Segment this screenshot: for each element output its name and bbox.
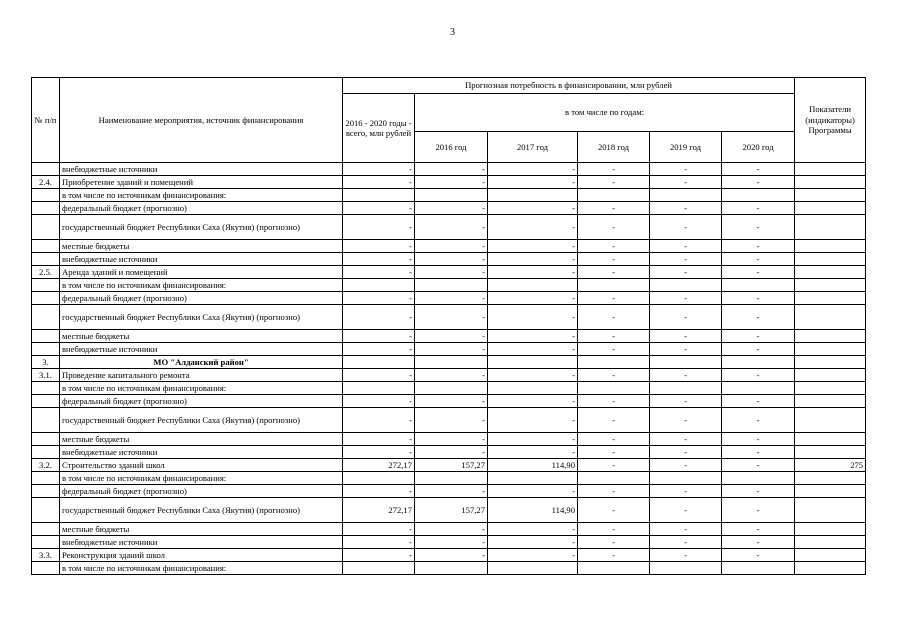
row-year-value: - — [650, 176, 722, 189]
row-year-value — [722, 382, 795, 395]
row-name: Проведение капитального ремонта — [60, 369, 343, 382]
row-year-value: - — [722, 395, 795, 408]
row-number — [32, 163, 60, 176]
table-row — [32, 253, 866, 266]
row-total: - — [343, 408, 415, 433]
row-name: государственный бюджет Республики Саха (Якутия) (прогнозно) — [60, 498, 343, 523]
row-year-value — [650, 562, 722, 575]
row-number — [32, 382, 60, 395]
row-indicator — [795, 395, 866, 408]
row-indicator — [795, 215, 866, 240]
row-name: федеральный бюджет (прогнозно) — [60, 292, 343, 305]
row-year-value: - — [722, 369, 795, 382]
header-year-2017: 2017 год — [488, 132, 578, 163]
row-number — [32, 279, 60, 292]
row-year-value: - — [722, 292, 795, 305]
row-indicator — [795, 382, 866, 395]
row-number — [32, 433, 60, 446]
row-name: государственный бюджет Республики Саха (Якутия) (прогнозно) — [60, 408, 343, 433]
header-total: 2016 - 2020 годы - всего, млн рублей — [343, 94, 415, 163]
row-year-value: - — [650, 485, 722, 498]
row-year-value — [578, 562, 650, 575]
row-name: государственный бюджет Республики Саха (Якутия) (прогнозно) — [60, 215, 343, 240]
row-number — [32, 562, 60, 575]
row-number — [32, 343, 60, 356]
row-year-value: - — [722, 549, 795, 562]
row-year-value: - — [722, 253, 795, 266]
row-number — [32, 240, 60, 253]
row-number — [32, 498, 60, 523]
row-total: - — [343, 433, 415, 446]
row-name: федеральный бюджет (прогнозно) — [60, 202, 343, 215]
table-row — [32, 369, 866, 382]
row-year-value: - — [415, 305, 488, 330]
row-year-value: - — [578, 446, 650, 459]
row-year-value: - — [578, 176, 650, 189]
row-name: Аренда зданий и помещений — [60, 266, 343, 279]
row-name: внебюджетные источники — [60, 253, 343, 266]
row-indicator — [795, 498, 866, 523]
row-year-value: - — [415, 549, 488, 562]
row-number — [32, 330, 60, 343]
row-year-value: - — [488, 343, 578, 356]
row-year-value: - — [722, 408, 795, 433]
row-year-value — [722, 562, 795, 575]
row-number: 3. — [32, 356, 60, 369]
table-row — [32, 549, 866, 562]
row-year-value — [488, 189, 578, 202]
row-indicator — [795, 189, 866, 202]
row-indicator — [795, 562, 866, 575]
row-year-value: - — [650, 330, 722, 343]
row-total: - — [343, 305, 415, 330]
row-year-value: - — [578, 369, 650, 382]
row-indicator — [795, 485, 866, 498]
row-indicator — [795, 356, 866, 369]
row-year-value — [415, 472, 488, 485]
row-indicator — [795, 343, 866, 356]
row-year-value: - — [650, 446, 722, 459]
row-number — [32, 189, 60, 202]
row-year-value: - — [650, 202, 722, 215]
row-year-value: - — [650, 536, 722, 549]
header-group: Прогнозная потребность в финансировании, млн рублей — [343, 78, 795, 94]
row-year-value: - — [650, 292, 722, 305]
row-year-value: - — [722, 240, 795, 253]
row-name: Строительство зданий школ — [60, 459, 343, 472]
row-year-value — [488, 279, 578, 292]
row-year-value: - — [578, 485, 650, 498]
row-year-value: - — [578, 433, 650, 446]
row-year-value: - — [578, 330, 650, 343]
row-year-value — [722, 472, 795, 485]
row-year-value: - — [415, 176, 488, 189]
row-year-value — [650, 472, 722, 485]
table-row — [32, 215, 866, 240]
row-year-value: - — [415, 536, 488, 549]
row-year-value: - — [578, 266, 650, 279]
row-year-value: - — [650, 523, 722, 536]
header-by-years: в том числе по годам: — [415, 94, 795, 132]
row-year-value: - — [722, 459, 795, 472]
row-year-value: - — [578, 498, 650, 523]
row-year-value: - — [488, 446, 578, 459]
row-number: 3.1. — [32, 369, 60, 382]
row-year-value: 114,90 — [488, 459, 578, 472]
row-year-value: - — [650, 498, 722, 523]
row-indicator — [795, 279, 866, 292]
row-year-value — [722, 189, 795, 202]
row-year-value: - — [415, 253, 488, 266]
row-number — [32, 305, 60, 330]
row-indicator — [795, 176, 866, 189]
header-name: Наименование мероприятия, источник финансирования — [60, 78, 343, 163]
row-year-value: - — [650, 305, 722, 330]
row-name: в том числе по источникам финансирования: — [60, 189, 343, 202]
row-number — [32, 215, 60, 240]
row-year-value: 157,27 — [415, 459, 488, 472]
row-total: 272,17 — [343, 498, 415, 523]
row-name: федеральный бюджет (прогнозно) — [60, 485, 343, 498]
row-name: государственный бюджет Республики Саха (Якутия) (прогнозно) — [60, 305, 343, 330]
row-total: - — [343, 215, 415, 240]
row-year-value: - — [722, 202, 795, 215]
row-year-value: - — [488, 408, 578, 433]
row-name: федеральный бюджет (прогнозно) — [60, 395, 343, 408]
row-year-value: - — [415, 202, 488, 215]
row-year-value — [488, 562, 578, 575]
row-year-value — [578, 382, 650, 395]
row-year-value: - — [722, 163, 795, 176]
table-row — [32, 433, 866, 446]
row-year-value: - — [488, 253, 578, 266]
row-year-value: - — [578, 549, 650, 562]
row-year-value: - — [415, 485, 488, 498]
row-name: в том числе по источникам финансирования: — [60, 279, 343, 292]
row-year-value: - — [488, 305, 578, 330]
row-indicator — [795, 266, 866, 279]
row-total: - — [343, 523, 415, 536]
row-year-value: - — [650, 266, 722, 279]
row-year-value: - — [488, 215, 578, 240]
table-row — [32, 240, 866, 253]
row-number — [32, 395, 60, 408]
row-year-value: - — [415, 395, 488, 408]
row-year-value: - — [488, 485, 578, 498]
row-indicator — [795, 202, 866, 215]
row-number: 2.5. — [32, 266, 60, 279]
row-name: Реконструкция зданий школ — [60, 549, 343, 562]
row-year-value: - — [415, 408, 488, 433]
row-name: в том числе по источникам финансирования: — [60, 472, 343, 485]
row-year-value — [488, 472, 578, 485]
row-indicator — [795, 523, 866, 536]
row-year-value — [578, 472, 650, 485]
row-year-value: - — [578, 408, 650, 433]
row-year-value: - — [488, 549, 578, 562]
row-indicator — [795, 433, 866, 446]
row-year-value: - — [488, 536, 578, 549]
row-year-value: - — [722, 266, 795, 279]
table-row — [32, 536, 866, 549]
table-row — [32, 459, 866, 472]
row-name: в том числе по источникам финансирования: — [60, 382, 343, 395]
row-name: Приобретение зданий и помещений — [60, 176, 343, 189]
row-total: - — [343, 330, 415, 343]
row-number — [32, 408, 60, 433]
row-total: - — [343, 253, 415, 266]
row-year-value: - — [415, 446, 488, 459]
row-year-value: - — [650, 163, 722, 176]
row-year-value: - — [650, 549, 722, 562]
row-year-value: - — [722, 215, 795, 240]
row-year-value: - — [415, 330, 488, 343]
row-year-value: - — [722, 176, 795, 189]
row-year-value: - — [488, 395, 578, 408]
row-year-value: - — [722, 498, 795, 523]
row-year-value: - — [722, 330, 795, 343]
row-year-value: - — [722, 536, 795, 549]
table-row — [32, 562, 866, 575]
row-number — [32, 253, 60, 266]
table-row — [32, 356, 866, 369]
row-year-value: - — [415, 523, 488, 536]
row-year-value — [415, 562, 488, 575]
row-indicator — [795, 446, 866, 459]
header-year-2019: 2019 год — [650, 132, 722, 163]
row-year-value: - — [488, 523, 578, 536]
row-total: - — [343, 292, 415, 305]
row-year-value: - — [722, 343, 795, 356]
row-year-value — [488, 356, 578, 369]
row-total — [343, 356, 415, 369]
row-name: внебюджетные источники — [60, 446, 343, 459]
row-name: местные бюджеты — [60, 523, 343, 536]
row-indicator — [795, 330, 866, 343]
row-year-value — [722, 279, 795, 292]
row-name: внебюджетные источники — [60, 343, 343, 356]
row-year-value: - — [650, 215, 722, 240]
row-total — [343, 562, 415, 575]
row-year-value — [722, 356, 795, 369]
row-total: - — [343, 163, 415, 176]
table-row — [32, 498, 866, 523]
row-indicator — [795, 240, 866, 253]
row-number: 3.2. — [32, 459, 60, 472]
row-year-value: - — [488, 433, 578, 446]
row-year-value — [415, 356, 488, 369]
row-total: - — [343, 369, 415, 382]
table-row — [32, 395, 866, 408]
row-indicator — [795, 408, 866, 433]
row-indicator — [795, 549, 866, 562]
row-year-value: - — [488, 176, 578, 189]
row-number — [32, 292, 60, 305]
row-name: МО "Алданский район" — [60, 356, 343, 369]
row-name: местные бюджеты — [60, 330, 343, 343]
row-total — [343, 189, 415, 202]
header-year-2016: 2016 год — [415, 132, 488, 163]
row-year-value — [578, 279, 650, 292]
row-total: - — [343, 549, 415, 562]
row-year-value: - — [578, 305, 650, 330]
row-total: - — [343, 343, 415, 356]
row-year-value: - — [650, 343, 722, 356]
table-row — [32, 472, 866, 485]
row-total: - — [343, 536, 415, 549]
row-year-value: - — [722, 446, 795, 459]
row-year-value: - — [488, 240, 578, 253]
row-year-value: - — [415, 369, 488, 382]
row-number — [32, 536, 60, 549]
row-year-value: 114,90 — [488, 498, 578, 523]
row-total — [343, 472, 415, 485]
row-number — [32, 446, 60, 459]
row-year-value: - — [578, 253, 650, 266]
row-year-value — [650, 189, 722, 202]
row-name: в том числе по источникам финансирования: — [60, 562, 343, 575]
page-number: 3 — [450, 27, 455, 38]
row-year-value: - — [415, 240, 488, 253]
table-row — [32, 408, 866, 433]
row-year-value: - — [578, 459, 650, 472]
row-indicator — [795, 536, 866, 549]
row-total: - — [343, 240, 415, 253]
header-year-2018: 2018 год — [578, 132, 650, 163]
table-row — [32, 343, 866, 356]
row-year-value: - — [578, 215, 650, 240]
table-row — [32, 305, 866, 330]
row-number — [32, 523, 60, 536]
row-year-value: 157,27 — [415, 498, 488, 523]
row-year-value: - — [488, 163, 578, 176]
row-year-value: - — [488, 266, 578, 279]
row-year-value — [415, 189, 488, 202]
row-year-value — [415, 382, 488, 395]
row-year-value: - — [415, 292, 488, 305]
row-year-value — [650, 356, 722, 369]
row-year-value: - — [650, 240, 722, 253]
table-row — [32, 446, 866, 459]
row-number: 3.3. — [32, 549, 60, 562]
row-year-value: - — [415, 163, 488, 176]
table-row — [32, 485, 866, 498]
row-number: 2.4. — [32, 176, 60, 189]
row-year-value: - — [722, 433, 795, 446]
row-total: - — [343, 485, 415, 498]
row-year-value: - — [578, 343, 650, 356]
header-year-2020: 2020 год — [722, 132, 795, 163]
row-indicator — [795, 292, 866, 305]
header-indicators: Показатели (индикаторы) Программы — [795, 78, 866, 163]
row-year-value: - — [488, 202, 578, 215]
row-indicator — [795, 472, 866, 485]
row-total: 272,17 — [343, 459, 415, 472]
row-total — [343, 279, 415, 292]
table-row — [32, 163, 866, 176]
row-year-value: - — [650, 253, 722, 266]
row-year-value — [578, 189, 650, 202]
row-year-value: - — [650, 433, 722, 446]
row-year-value: - — [578, 292, 650, 305]
row-year-value: - — [578, 395, 650, 408]
row-total: - — [343, 266, 415, 279]
row-year-value: - — [578, 163, 650, 176]
table-row — [32, 189, 866, 202]
table-row — [32, 292, 866, 305]
row-year-value — [650, 382, 722, 395]
row-name: внебюджетные источники — [60, 536, 343, 549]
row-indicator — [795, 369, 866, 382]
row-year-value: - — [722, 305, 795, 330]
row-total: - — [343, 395, 415, 408]
row-year-value: - — [650, 395, 722, 408]
row-number — [32, 472, 60, 485]
row-number — [32, 202, 60, 215]
row-year-value: - — [415, 433, 488, 446]
row-year-value: - — [578, 202, 650, 215]
table-row — [32, 176, 866, 189]
table-row — [32, 330, 866, 343]
row-total — [343, 382, 415, 395]
row-total: - — [343, 176, 415, 189]
row-year-value: - — [650, 459, 722, 472]
row-indicator — [795, 253, 866, 266]
table-row — [32, 266, 866, 279]
row-year-value: - — [578, 536, 650, 549]
row-total: - — [343, 202, 415, 215]
row-name: местные бюджеты — [60, 240, 343, 253]
row-year-value — [650, 279, 722, 292]
financing-table — [31, 77, 866, 575]
row-year-value — [578, 356, 650, 369]
row-year-value: - — [488, 292, 578, 305]
table-row — [32, 382, 866, 395]
row-year-value: - — [415, 266, 488, 279]
row-year-value: - — [488, 369, 578, 382]
table-row — [32, 279, 866, 292]
row-name: местные бюджеты — [60, 433, 343, 446]
row-year-value: - — [650, 408, 722, 433]
row-year-value: - — [650, 369, 722, 382]
table-row — [32, 202, 866, 215]
row-year-value: - — [578, 240, 650, 253]
row-year-value: - — [488, 330, 578, 343]
row-year-value: - — [722, 523, 795, 536]
row-year-value: - — [578, 523, 650, 536]
header-num: № п/п — [32, 78, 60, 163]
table-row — [32, 523, 866, 536]
row-year-value: - — [415, 343, 488, 356]
row-indicator — [795, 305, 866, 330]
row-year-value — [415, 279, 488, 292]
row-number — [32, 485, 60, 498]
row-total: - — [343, 446, 415, 459]
row-indicator — [795, 163, 866, 176]
row-year-value — [488, 382, 578, 395]
row-year-value: - — [415, 215, 488, 240]
row-name: внебюджетные источники — [60, 163, 343, 176]
row-year-value: - — [722, 485, 795, 498]
row-indicator: 275 — [795, 459, 866, 472]
